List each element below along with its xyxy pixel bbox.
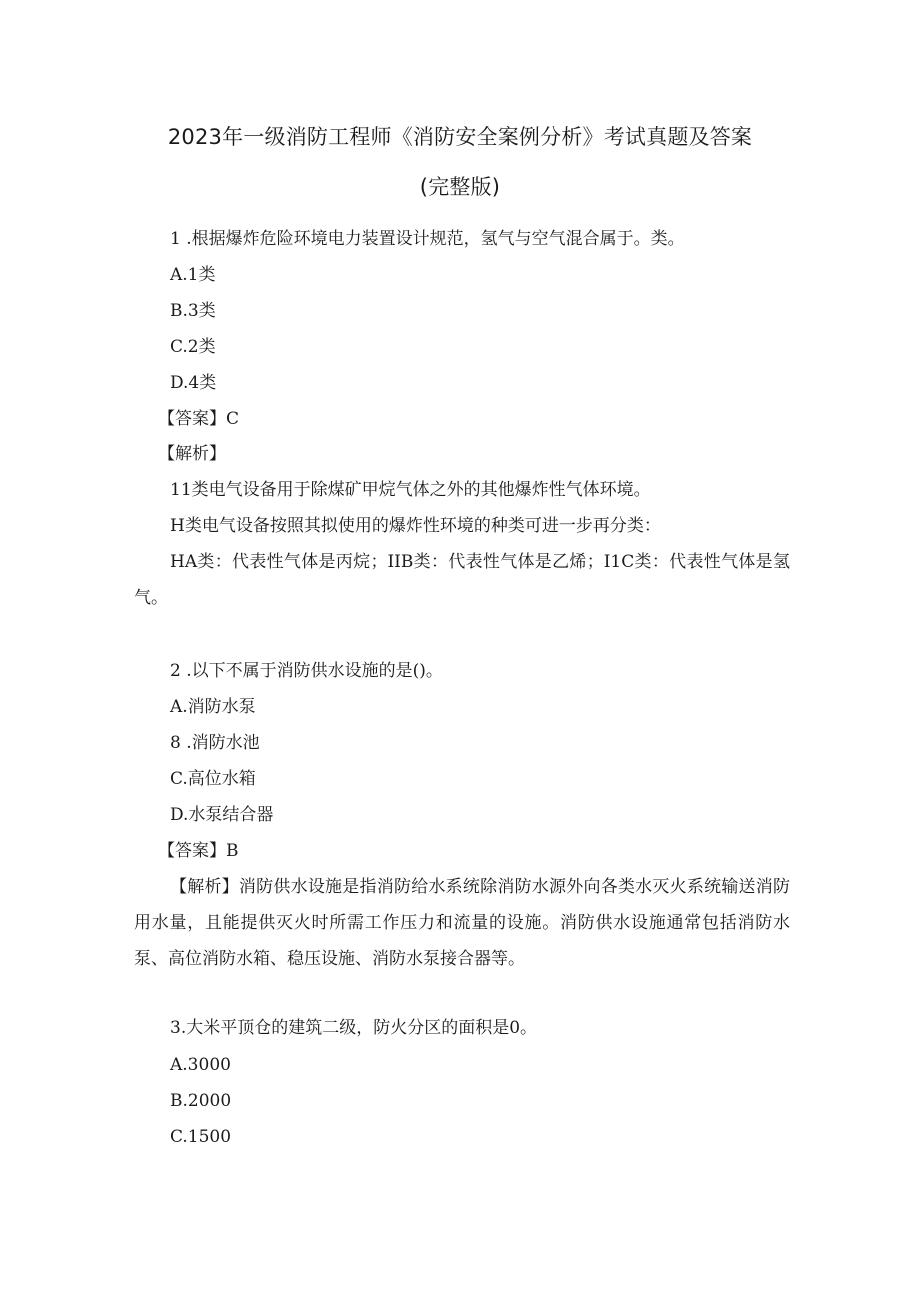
question-2-answer: 【答案】B xyxy=(158,841,239,861)
question-3-option-b: B.2000 xyxy=(170,1091,232,1111)
question-1-option-c: C.2类 xyxy=(170,337,216,357)
question-2-option-d: D.水泵结合器 xyxy=(170,805,274,825)
question-3-option-a: A.3000 xyxy=(170,1055,231,1075)
question-1-stem: 1 .根据爆炸危险环境电力装置设计规范，氢气与空气混合属于。类。 xyxy=(170,229,685,249)
question-1-option-a: A.1类 xyxy=(170,265,216,285)
question-1-analysis-line-2: H类电气设备按照其拟使用的爆炸性环境的种类可进一步再分类： xyxy=(170,516,661,536)
question-1-analysis-line-1: 11类电气设备用于除煤矿甲烷气体之外的其他爆炸性气体环境。 xyxy=(170,480,651,500)
question-1-analysis-label: 【解析】 xyxy=(158,444,226,464)
document-subtitle: (完整版) xyxy=(419,175,501,199)
question-1-option-d: D.4类 xyxy=(170,373,217,393)
question-2-option-a: A.消防水泵 xyxy=(170,697,256,717)
question-2-option-c: C.高位水箱 xyxy=(170,769,256,789)
question-3-stem: 3.大米平顶仓的建筑二级，防火分区的面积是0。 xyxy=(170,1018,538,1038)
question-1-option-b: B.3类 xyxy=(170,301,216,321)
document-title: 2023年一级消防工程师《消防安全案例分析》考试真题及答案 xyxy=(167,125,753,149)
question-1-analysis-line-3: HA类：代表性气体是丙烷；IIB类：代表性气体是乙烯；I1C类：代表性气体是氢气。 xyxy=(134,552,790,608)
question-2-stem: 2 .以下不属于消防供水设施的是()。 xyxy=(170,661,443,681)
question-3-option-c: C.1500 xyxy=(170,1127,232,1147)
question-1-answer: 【答案】C xyxy=(158,409,240,429)
question-2-option-b: 8 .消防水池 xyxy=(170,733,260,753)
question-2-analysis: 【解析】消防供水设施是指消防给水系统除消防水源外向各类水灭火系统输送消防用水量，且能提供灭火时所需工作压力和流量的设施。消防供水设施通常包括消防水泵、高位消防水箱、稳压设施、消防水泵接合器等。 xyxy=(134,877,790,969)
